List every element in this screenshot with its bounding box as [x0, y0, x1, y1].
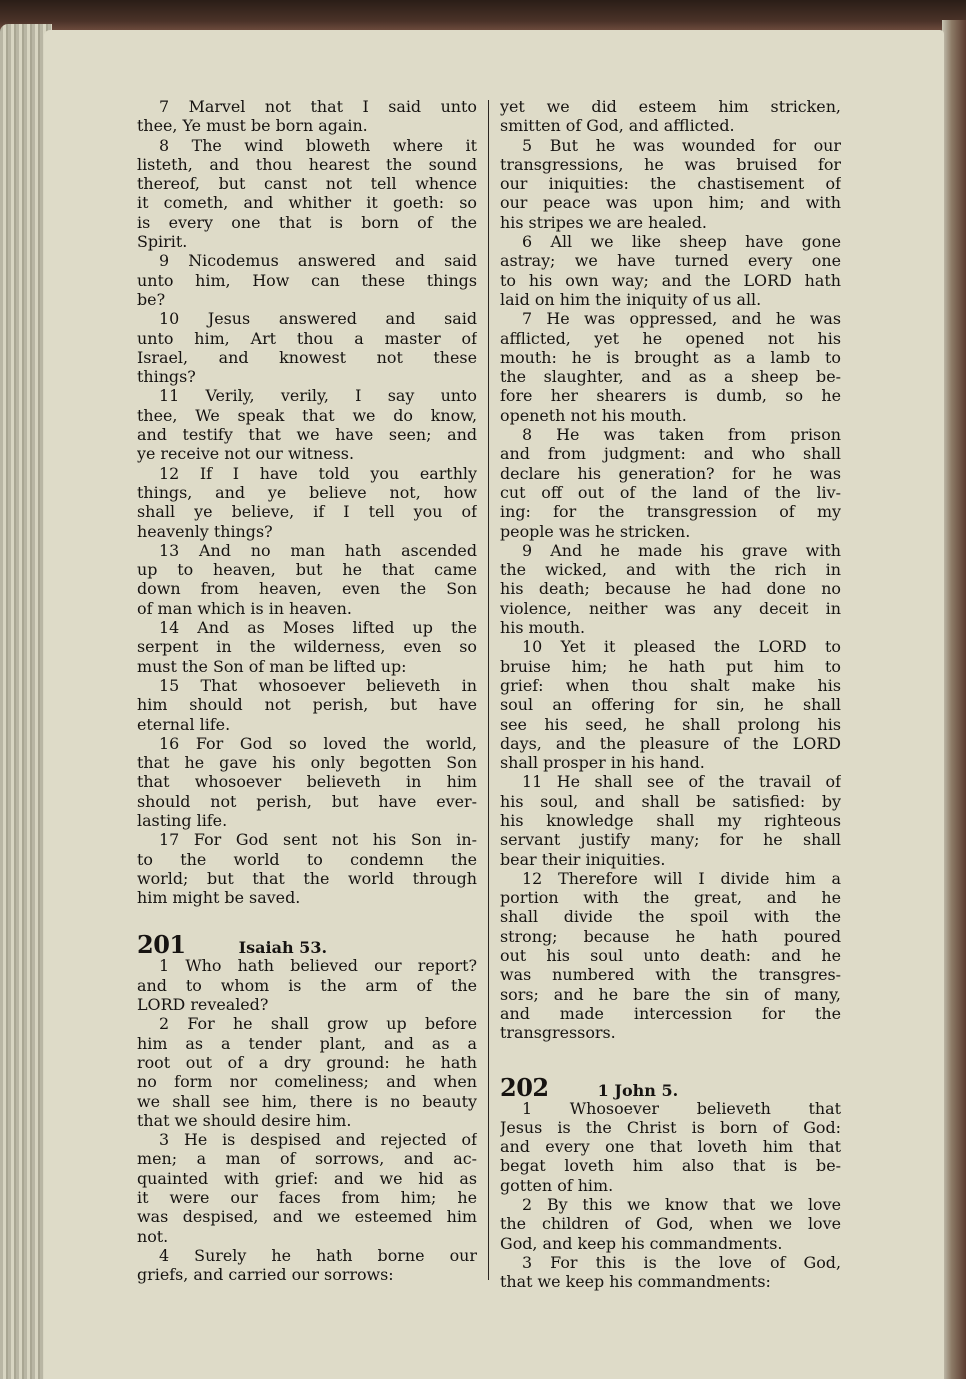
text-line: ing: for the transgression of my: [500, 502, 841, 522]
text-line: 2 For he shall grow up before: [159, 1014, 477, 1034]
text-line: not.: [137, 1226, 169, 1246]
text-line: up to heaven, but he that came: [137, 560, 477, 580]
text-line: days, and the pleasure of the LORD: [500, 733, 841, 753]
text-line: it were our faces from him; he: [137, 1188, 477, 1208]
text-line: that we keep his commandments:: [500, 1272, 771, 1292]
section-reference: Isaiah 53.: [238, 938, 328, 958]
text-line: 1 Whosoever believeth that: [522, 1098, 841, 1118]
text-line: 10 Jesus answered and said: [159, 309, 477, 329]
text-line: world; but that the world through: [137, 868, 477, 888]
text-line: 2 By this we know that we love: [522, 1195, 841, 1215]
text-line: 14 And as Moses lifted up the: [159, 618, 477, 638]
text-line: eternal life.: [137, 714, 231, 734]
text-line: root out of a dry ground: he hath: [137, 1052, 477, 1072]
text-line: 3 For this is the love of God,: [522, 1252, 841, 1272]
right-text-block-2: [500, 1099, 841, 1292]
text-line: things, and ye believe not, how: [137, 482, 477, 502]
text-line: unto him, How can these things: [137, 270, 477, 290]
text-line: gotten of him.: [500, 1175, 614, 1195]
text-line: and to whom is the arm of the: [137, 975, 477, 995]
text-line: him should not perish, but have: [137, 695, 477, 715]
text-line: no form nor comeliness; and when: [137, 1072, 477, 1092]
text-line: the wicked, and with the rich in: [500, 560, 841, 580]
text-line: 4 Surely he hath borne our: [159, 1245, 477, 1265]
right-text-block-1: [500, 97, 841, 1043]
text-line: shall prosper in his hand.: [500, 753, 705, 773]
section-number: 202: [500, 1072, 549, 1102]
text-line: the children of God, when we love: [500, 1214, 841, 1234]
text-line: must the Son of man be lifted up:: [137, 656, 407, 676]
text-line: should not perish, but have ever-: [137, 791, 477, 811]
text-line: heavenly things?: [137, 521, 273, 541]
text-line: 9 And he made his grave with: [522, 540, 841, 560]
text-line: declare his generation? for he was: [500, 463, 841, 483]
text-line: violence, neither was any deceit in: [500, 598, 841, 618]
text-line: his soul, and shall be satisfied: by: [500, 791, 841, 811]
text-line: it cometh, and whither it goeth: so: [137, 193, 477, 213]
text-line: 8 He was taken from prison: [522, 425, 841, 445]
text-line: see his seed, he shall prolong his: [500, 714, 841, 734]
text-line: cut off out of the land of the liv-: [500, 482, 841, 502]
text-line: 5 But he was wounded for our: [522, 135, 841, 155]
text-line: shall divide the spoil with the: [500, 907, 841, 927]
text-line: bear their iniquities.: [500, 849, 666, 869]
right-column: [500, 97, 841, 1292]
text-line: 11 He shall see of the travail of: [522, 772, 841, 792]
text-line: 1 Who hath believed our report?: [159, 956, 477, 976]
text-line: mouth: he is brought as a lamb to: [500, 347, 841, 367]
section-heading-201: [137, 916, 477, 960]
left-column: [137, 97, 477, 1285]
text-line: servant justify many; for he shall: [500, 830, 841, 850]
text-line: out his soul unto death: and he: [500, 946, 841, 966]
text-line: 15 That whosoever believeth in: [159, 675, 477, 695]
text-line: is every one that is born of the: [137, 212, 477, 232]
section-reference: 1 John 5.: [597, 1080, 679, 1100]
section-number: 201: [137, 930, 186, 960]
text-line: God, and keep his commandments.: [500, 1233, 783, 1253]
text-line: our peace was upon him; and with: [500, 193, 841, 213]
text-line: quainted with grief: and we hid as: [137, 1168, 477, 1188]
text-line: transgressors.: [500, 1023, 616, 1043]
book-cover-top: [0, 0, 966, 30]
text-line: Spirit.: [137, 232, 188, 252]
section-heading-202: [500, 1059, 841, 1102]
text-line: and made intercession for the: [500, 1003, 841, 1023]
text-line: 11 Verily, verily, I say unto: [159, 386, 477, 406]
text-line: to his own way; and the LORD hath: [500, 270, 841, 290]
text-line: thee, Ye must be born again.: [137, 116, 368, 136]
text-line: serpent in the wilderness, even so: [137, 637, 477, 657]
text-line: Israel, and knowest not these: [137, 347, 477, 367]
text-line: 9 Nicodemus answered and said: [159, 251, 477, 271]
book-cover-right: [942, 20, 966, 1379]
text-line: and from judgment: and who shall: [500, 444, 841, 464]
text-line: 13 And no man hath ascended: [159, 540, 477, 560]
text-line: Jesus is the Christ is born of God:: [500, 1117, 841, 1137]
text-line: lasting life.: [137, 810, 228, 830]
text-line: down from heaven, even the Son: [137, 579, 477, 599]
text-line: openeth not his mouth.: [500, 405, 687, 425]
text-line: was numbered with the transgres-: [500, 965, 841, 985]
text-line: 17 For God sent not his Son in-: [159, 830, 477, 850]
text-line: 10 Yet it pleased the LORD to: [522, 637, 841, 657]
text-line: 7 Marvel not that I said unto: [159, 97, 477, 116]
column-divider: [488, 100, 489, 1280]
text-line: our iniquities: the chastisement of: [500, 174, 841, 194]
text-line: strong; because he hath poured: [500, 926, 841, 946]
text-line: soul an offering for sin, he shall: [500, 695, 841, 715]
text-line: things?: [137, 367, 196, 387]
left-text-block-2: [137, 956, 477, 1284]
text-line: 6 All we like sheep have gone: [522, 232, 841, 252]
text-line: 3 He is despised and rejected of: [159, 1130, 477, 1150]
text-line: that we should desire him.: [137, 1110, 352, 1130]
text-line: astray; we have turned every one: [500, 251, 841, 271]
text-line: and testify that we have seen; and: [137, 425, 477, 445]
text-line: 7 He was oppressed, and he was: [522, 309, 841, 329]
text-line: that whosoever believeth in him: [137, 772, 477, 792]
text-line: smitten of God, and afflicted.: [500, 116, 735, 136]
text-line: him as a tender plant, and as a: [137, 1033, 477, 1053]
text-line: 16 For God so loved the world,: [159, 733, 477, 753]
text-line: and every one that loveth him that: [500, 1137, 841, 1157]
text-line: unto him, Art thou a master of: [137, 328, 477, 348]
text-line: bruise him; he hath put him to: [500, 656, 841, 676]
text-line: shall ye believe, if I tell you of: [137, 502, 477, 522]
text-line: that he gave his only begotten Son: [137, 753, 477, 773]
text-line: the slaughter, and as a sheep be-: [500, 367, 841, 387]
text-line: of man which is in heaven.: [137, 598, 352, 618]
text-line: 8 The wind bloweth where it: [159, 135, 477, 155]
text-line: be?: [137, 289, 166, 309]
text-line: his stripes we are healed.: [500, 212, 707, 232]
text-line: ye receive not our witness.: [137, 444, 355, 464]
text-line: griefs, and carried our sorrows:: [137, 1265, 394, 1285]
left-text-block-1: [137, 97, 477, 907]
text-line: his death; because he had done no: [500, 579, 841, 599]
text-line: to the world to condemn the: [137, 849, 477, 869]
text-line: men; a man of sorrows, and ac-: [137, 1149, 477, 1169]
text-line: transgressions, he was bruised for: [500, 154, 841, 174]
text-line: thee, We speak that we do know,: [137, 405, 477, 425]
text-line: portion with the great, and he: [500, 888, 841, 908]
text-line: thereof, but canst not tell whence: [137, 174, 477, 194]
text-line: people was he stricken.: [500, 521, 691, 541]
text-line: was despised, and we esteemed him: [137, 1207, 477, 1227]
text-line: 12 If I have told you earthly: [159, 463, 477, 483]
text-line: laid on him the iniquity of us all.: [500, 289, 762, 309]
text-line: him might be saved.: [137, 888, 301, 908]
text-line: 12 Therefore will I divide him a: [522, 868, 841, 888]
text-line: we shall see him, there is no beauty: [137, 1091, 477, 1111]
text-line: begat loveth him also that is be-: [500, 1156, 841, 1176]
text-line: his knowledge shall my righteous: [500, 810, 841, 830]
text-line: yet we did esteem him stricken,: [500, 97, 841, 116]
text-line: listeth, and thou hearest the sound: [137, 154, 477, 174]
text-line: LORD revealed?: [137, 995, 269, 1015]
text-line: afflicted, yet he opened not his: [500, 328, 841, 348]
text-line: sors; and he bare the sin of many,: [500, 984, 841, 1004]
text-line: his mouth.: [500, 618, 586, 638]
text-line: fore her shearers is dumb, so he: [500, 386, 841, 406]
text-line: grief: when thou shalt make his: [500, 675, 841, 695]
